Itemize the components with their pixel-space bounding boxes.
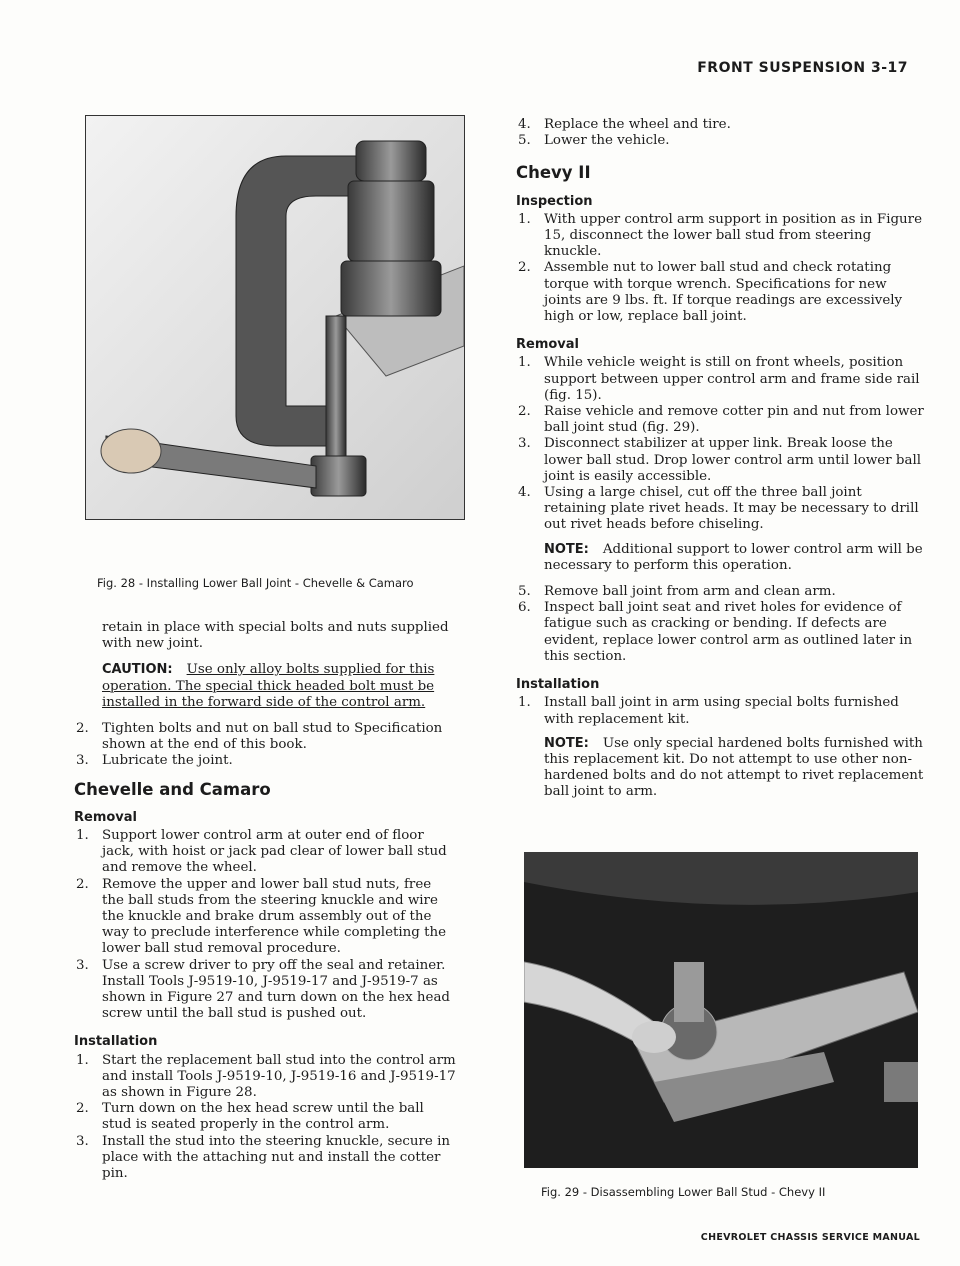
- list-item: 6. Inspect ball joint seat and rivet holes for evidence of fatigue such as cracking or bending. If defects are evident, replace lower control arm as outlined later in this section.: [518, 600, 913, 664]
- note-text: Use only special hardened bolts furnished with this replacement kit. Do not attempt to use other non-hardened bolts and do not attempt to rivet replacement ball joint to arm.: [544, 735, 924, 800]
- removal-heading: Removal: [74, 809, 138, 825]
- figure-28-caption: Fig. 28 - Installing Lower Ball Joint - Chevelle & Camaro: [97, 576, 414, 590]
- left-column: [74, 620, 456, 1194]
- removal-steps-list: [74, 828, 456, 1022]
- caution-block: [102, 662, 456, 711]
- inspection-steps-list: [516, 212, 926, 325]
- removal-steps-list: [516, 355, 926, 533]
- list-item: 1. Support lower control arm at outer end of floor jack, with hoist or jack pad clear of lower ball stud and remove the wheel.: [76, 828, 447, 876]
- installation-note: [544, 736, 926, 801]
- list-item: 3. Use a screw driver to pry off the seal and retainer. Install Tools J-9519-10, J-9519-17 and J-9519-7 as shown in Figure 27 and turn down on the hex head screw until the ball stud is pushed out.: [76, 957, 450, 1022]
- page-footer: CHEVROLET CHASSIS SERVICE MANUAL: [700, 1232, 920, 1243]
- steps-a-list: [74, 721, 456, 770]
- caution-label: CAUTION:: [102, 662, 173, 678]
- inspection-heading: Inspection: [516, 193, 593, 209]
- section-title-chevelle: Chevelle and Camaro: [74, 779, 271, 799]
- installation-heading: Installation: [516, 677, 600, 693]
- note-label: NOTE:: [544, 735, 589, 751]
- list-item: 5. Lower the vehicle.: [518, 133, 670, 149]
- list-item: 1. With upper control arm support in position as in Figure 15, disconnect the lower ball stud from steering knuckle.: [518, 211, 922, 260]
- list-item: 1. Start the replacement ball stud into the control arm and install Tools J-9519-10, J-9519-16 and J-9519-17 as shown in Figure 28.: [76, 1052, 456, 1101]
- list-item: 5. Remove ball joint from arm and clean arm.: [518, 584, 836, 600]
- installation-steps-list: [516, 695, 926, 727]
- removal-note: [544, 542, 926, 574]
- list-item: 2. Raise vehicle and remove cotter pin and nut from lower ball joint stud (fig. 29).: [518, 404, 924, 436]
- caution-text: Use only alloy bolts supplied for this operation. The special thick headed bolt must be installed in the forward side of the control arm.: [102, 662, 435, 710]
- list-item: 4. Using a large chisel, cut off the three ball joint retaining plate rivet heads. It may be necessary to drill out rivet heads before chiseling.: [518, 485, 919, 533]
- c-clamp-tool-illustration: [86, 116, 464, 519]
- list-item: 3. Disconnect stabilizer at upper link. Break loose the lower ball stud. Drop lower control arm until lower ball joint is easily accessible.: [518, 436, 922, 484]
- right-column: [516, 117, 926, 811]
- list-item: 2. Turn down on the hex head screw until the ball stud is seated properly in the control arm.: [76, 1101, 424, 1133]
- list-item: 1. While vehicle weight is still on front wheels, position support between upper control arm and frame side rail (fig. 15).: [518, 355, 920, 403]
- note-label: NOTE:: [544, 541, 589, 557]
- figure-29-photo: [524, 852, 918, 1168]
- installation-heading: Installation: [74, 1034, 158, 1050]
- intro-text: retain in place with special bolts and nuts supplied with new joint.: [102, 620, 449, 652]
- removal-heading: Removal: [516, 337, 580, 353]
- removal-steps2-list: [516, 584, 926, 665]
- list-item: 3. Lubricate the joint.: [76, 753, 233, 769]
- figure-28-photo: [85, 115, 465, 520]
- page-header: FRONT SUSPENSION 3-17: [697, 60, 908, 76]
- figure-29-caption: Fig. 29 - Disassembling Lower Ball Stud - Chevy II: [541, 1185, 826, 1199]
- installation-steps-list: [74, 1053, 456, 1183]
- list-item: 1. Install ball joint in arm using special bolts furnished with replacement kit.: [518, 695, 899, 727]
- section-title-chevy-ii: Chevy II: [516, 163, 591, 183]
- list-item: 2. Assemble nut to lower ball stud and check rotating torque with torque wrench. Specifications for new joints are 9 lbs. ft. If torque readings are excessively high or low, replace ball joint.: [518, 260, 903, 325]
- list-item: 3. Install the stud into the steering knuckle, secure in place with the attaching nut and install the cotter pin.: [76, 1133, 450, 1182]
- list-item: 4. Replace the wheel and tire.: [518, 117, 731, 132]
- list-item: 2. Remove the upper and lower ball stud nuts, free the ball studs from the steering knuckle and wire the knuckle and brake drum assembly out of the way to preclude interference while completing the lower ball stud removal procedure.: [76, 876, 447, 957]
- steps-top-list: [516, 117, 926, 149]
- note-text: Additional support to lower control arm will be necessary to perform this operation.: [544, 541, 923, 573]
- list-item: 2. Tighten bolts and nut on ball stud to Specification shown at the end of this book.: [76, 721, 443, 753]
- ball-stud-disassembly-illustration: [524, 852, 918, 1168]
